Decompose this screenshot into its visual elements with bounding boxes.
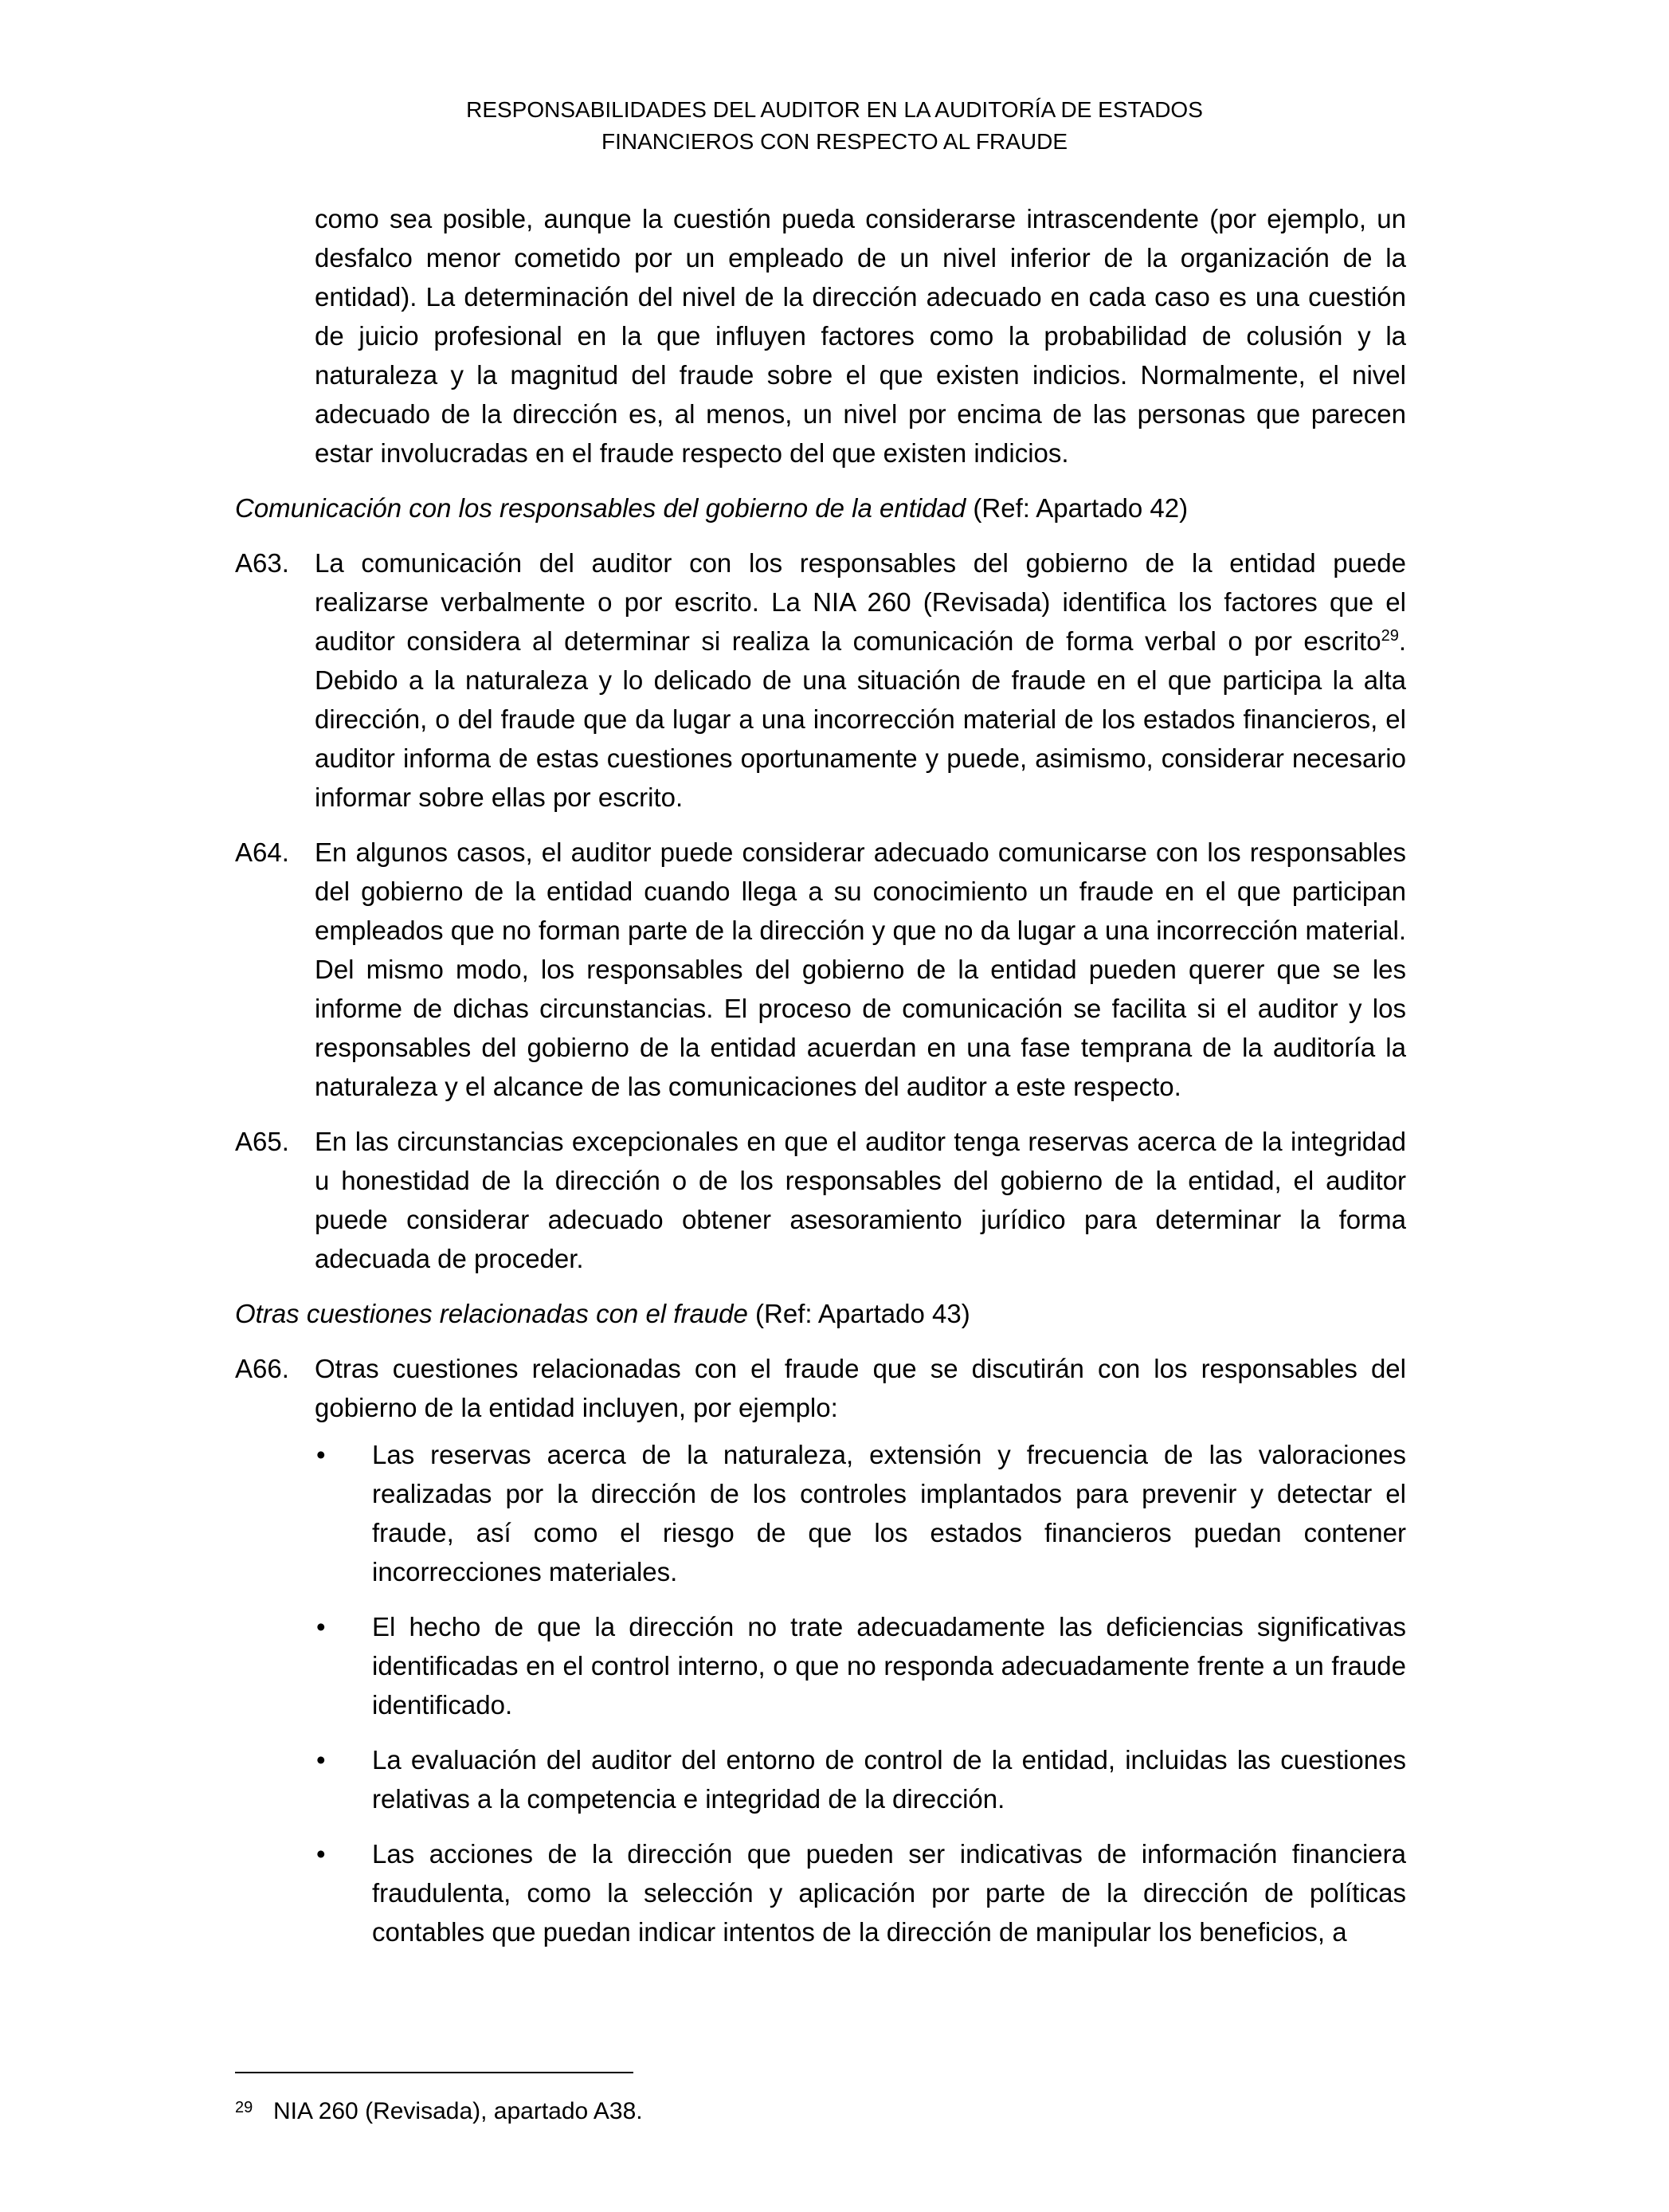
list-item-text: Las reservas acerca de la naturaleza, extensión y frecuencia de las valoraciones realizadas por la dirección de los controles implantados para prevenir y detectar el fraude, así como el riesgo de que los estados financieros puedan contener incorrecciones materiales.: [372, 1440, 1406, 1586]
section-heading-ref: (Ref: Apartado 42): [966, 493, 1189, 523]
paragraph-number: A63.: [235, 548, 289, 578]
paragraph-text: En las circunstancias excepcionales en que el auditor tenga reservas acerca de la integridad u honestidad de la dirección o de los responsables del gobierno de la entidad, el auditor puede considerar adecuado obtener asesoramiento jurídico para determinar la forma adecuada de proceder.: [315, 1127, 1406, 1273]
section-heading-title: Comunicación con los responsables del gobierno de la entidad: [235, 493, 966, 523]
paragraph-a63: [235, 543, 1406, 817]
section-heading-ref: (Ref: Apartado 43): [747, 1299, 970, 1328]
paragraph-text-part-2: . Debido a la naturaleza y lo delicado de una situación de fraude en el que participa la alta dirección, o del fraude que da lugar a una incorrección material de los estados financieros, el auditor informa de estas cuestiones oportunamente y puede, asimismo, considerar necesario informar sobre ellas por escrito.: [315, 626, 1406, 812]
list-item: [315, 1834, 1406, 1951]
paragraph-text: En algunos casos, el auditor puede considerar adecuado comunicarse con los responsables del gobierno de la entidad cuando llega a su conocimiento un fraude en el que participan empleados que no forman parte de la dirección y que no da lugar a una incorrección material. Del mismo modo, los responsables del gobierno de la entidad pueden querer que se les informe de dichas circunstancias. El proceso de comunicación se facilita si el auditor y los responsables del gobierno de la entidad acuerdan en una fase temprana de la auditoría la naturaleza y el alcance de las comunicaciones del auditor a este respecto.: [315, 837, 1406, 1101]
paragraph-number: A65.: [235, 1127, 289, 1156]
list-item: [315, 1740, 1406, 1818]
footnote-text: NIA 260 (Revisada), apartado A38.: [273, 2098, 643, 2124]
paragraph-text: Otras cuestiones relacionadas con el fraude que se discutirán con los responsables del gobierno de la entidad incluyen, por ejemplo:: [315, 1354, 1406, 1422]
list-item: [315, 1435, 1406, 1591]
section-heading-other-matters: [235, 1294, 1406, 1333]
bullet-icon: •: [316, 1612, 326, 1641]
list-item-text: Las acciones de la dirección que pueden ser indicativas de información financiera fraudulenta, como la selección y aplicación por parte de la dirección de políticas contables que puedan indicar intentos de la dirección de manipular los beneficios, a: [372, 1839, 1406, 1947]
paragraph-number: A64.: [235, 837, 289, 867]
footnote-number: 29: [235, 2099, 253, 2116]
footnote: [235, 2096, 1406, 2128]
header-line-2: FINANCIEROS CON RESPECTO AL FRAUDE: [601, 129, 1068, 154]
bullet-icon: •: [316, 1440, 326, 1469]
bullet-icon: •: [316, 1745, 326, 1775]
list-item: [315, 1607, 1406, 1724]
section-heading-title: Otras cuestiones relacionadas con el fraude: [235, 1299, 748, 1328]
paragraph-text-part-1: La comunicación del auditor con los responsables del gobierno de la entidad puede realizarse verbalmente o por escrito. La NIA 260 (Revisada) identifica los factores que el auditor considera al determinar si realiza la comunicación de forma verbal o por escrito: [315, 548, 1406, 656]
footnote-reference[interactable]: 29: [1381, 627, 1399, 645]
header-line-1: RESPONSABILIDADES DEL AUDITOR EN LA AUDITORÍA DE ESTADOS: [466, 97, 1203, 122]
paragraph-a65: [235, 1122, 1406, 1278]
running-header: [0, 94, 1669, 158]
footnote-separator: [235, 2072, 633, 2073]
bullet-list: [315, 1435, 1406, 1951]
page-body: [235, 199, 1406, 1967]
list-item-text: El hecho de que la dirección no trate adecuadamente las deficiencias significativas identificadas en el control interno, o que no responda adecuadamente frente a un fraude identificado.: [372, 1612, 1406, 1720]
list-item-text: La evaluación del auditor del entorno de control de la entidad, incluidas las cuestiones relativas a la competencia e integridad de la dirección.: [372, 1745, 1406, 1814]
continuation-paragraph: como sea posible, aunque la cuestión pueda considerarse intrascendente (por ejemplo, un desfalco menor cometido por un empleado de un nivel inferior de la organización de la entidad). La determinación del nivel de la dirección adecuado en cada caso es una cuestión de juicio profesional en la que influyen factores como la probabilidad de colusión y la naturaleza y la magnitud del fraude sobre el que existen indicios. Normalmente, el nivel adecuado de la dirección es, al menos, un nivel por encima de las personas que parecen estar involucradas en el fraude respecto del que existen indicios.: [315, 204, 1406, 468]
section-heading-communication: [235, 488, 1406, 528]
bullet-icon: •: [316, 1839, 326, 1869]
paragraph-number: A66.: [235, 1354, 289, 1383]
paragraph-text: [315, 543, 1406, 817]
paragraph-a64: [235, 833, 1406, 1106]
paragraph-a66: [235, 1349, 1406, 1427]
